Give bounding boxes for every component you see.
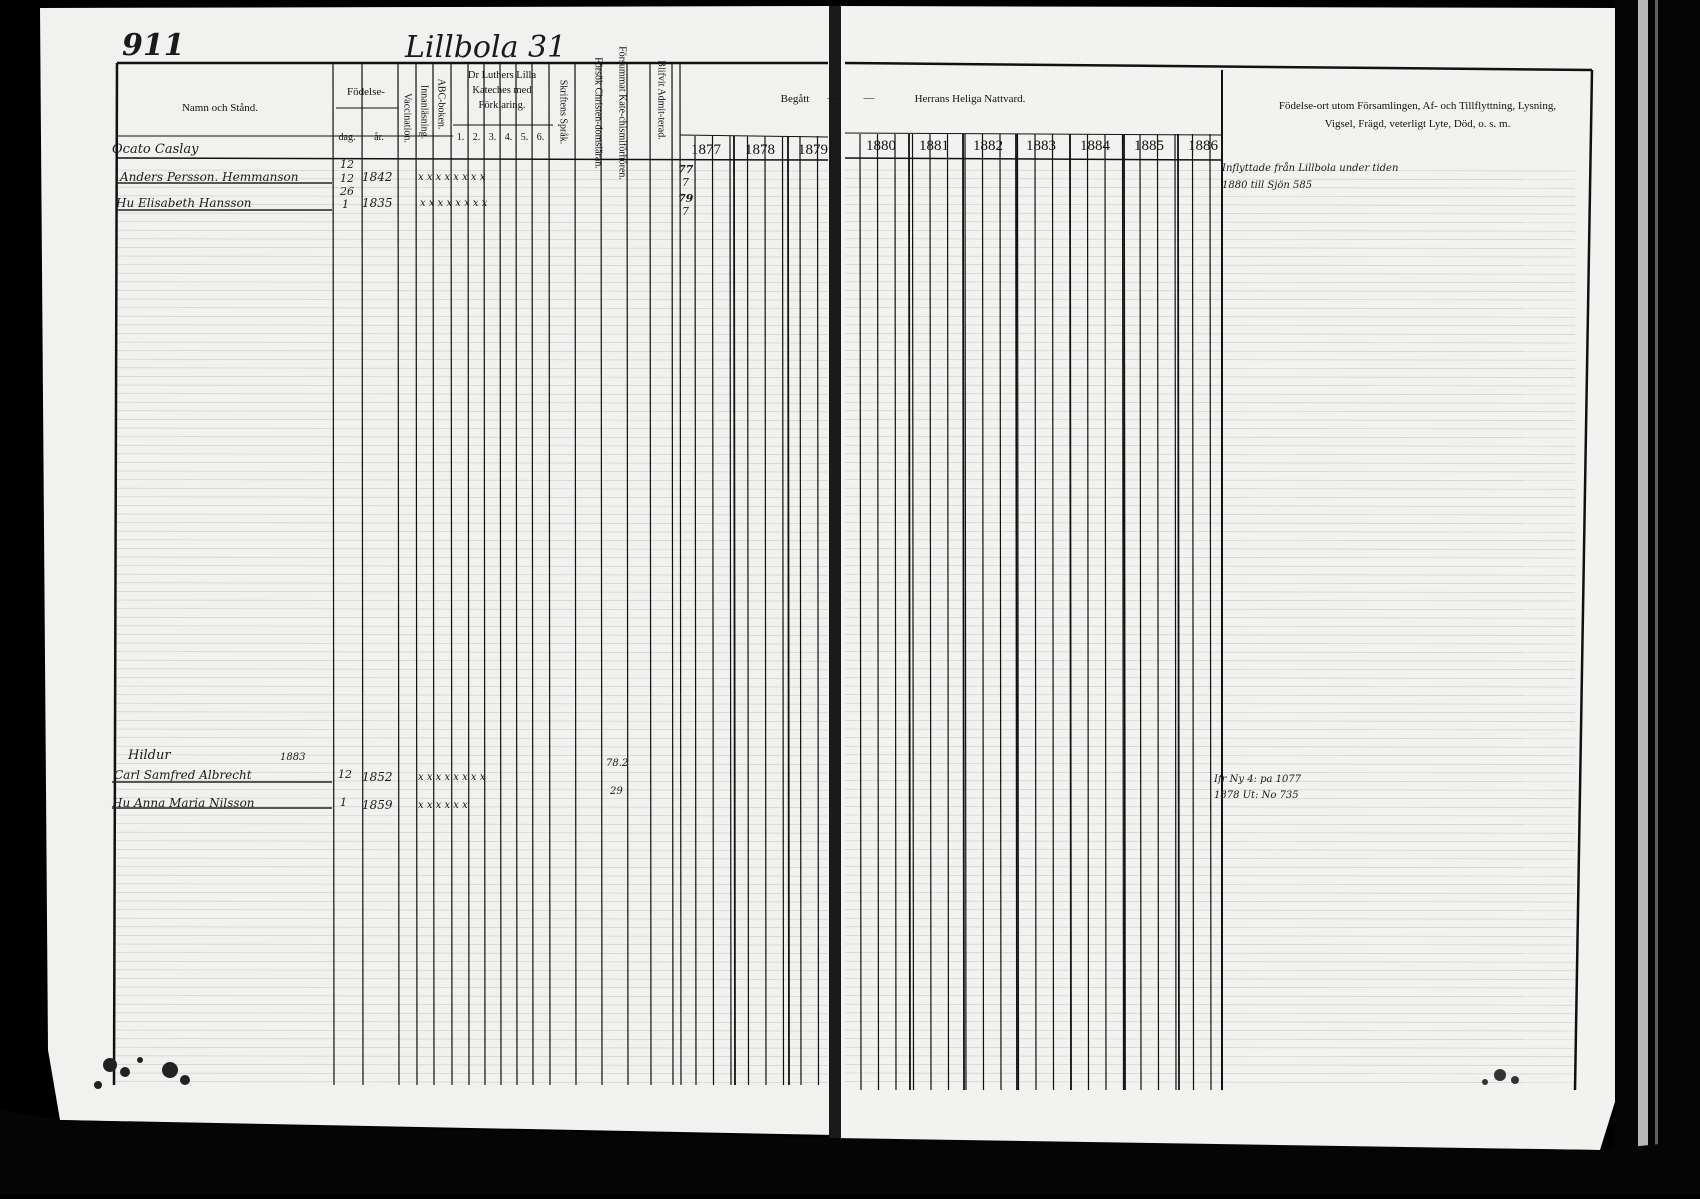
year-divider bbox=[734, 136, 735, 1085]
entry-admitted-2: 7 bbox=[682, 176, 689, 189]
header-luther-num-4: 4. bbox=[504, 132, 513, 143]
year-1879: 1879 bbox=[798, 142, 828, 158]
year-1885: 1885 bbox=[1134, 138, 1164, 154]
header-luther-2: Kateches med bbox=[472, 85, 532, 96]
entry-marks-1: x x x x x x x x bbox=[418, 172, 486, 183]
entry-year-4: 1859 bbox=[362, 798, 393, 812]
header-begatt: Begått bbox=[780, 93, 810, 105]
header-birth: Födelse- bbox=[347, 86, 385, 98]
spine bbox=[829, 6, 841, 1146]
entry-admitted-3: 79 bbox=[678, 192, 694, 205]
header-dash-1: — bbox=[827, 92, 839, 104]
entry-tally-4: 29 bbox=[610, 786, 623, 797]
year-divider bbox=[909, 134, 910, 1090]
header-nattvard: Herrans Heliga Nattvard. bbox=[914, 93, 1026, 105]
year-1884: 1884 bbox=[1080, 138, 1110, 154]
header-birth-year: år. bbox=[374, 132, 384, 143]
header-admitted: Blifvit Admit-terad. bbox=[655, 60, 667, 140]
entry-remark-bottom-2: 1878 Ut: No 735 bbox=[1214, 790, 1299, 801]
header-inskrivning: Innanläsning. bbox=[418, 84, 430, 140]
header-luther-num-6: 6. bbox=[536, 132, 545, 143]
entry-remark-bottom-1: Ifr Ny 4: pa 1077 bbox=[1214, 774, 1302, 785]
header-abc: ABC-boken. bbox=[435, 78, 447, 130]
header-luther-num-5: 5. bbox=[520, 132, 529, 143]
year-divider bbox=[963, 134, 964, 1090]
entry-name-2: Hu Elisabeth Hansson bbox=[116, 196, 252, 210]
year-divider bbox=[1124, 134, 1125, 1090]
entry-admitted-1: 77 bbox=[678, 163, 694, 176]
year-1878: 1878 bbox=[745, 142, 775, 158]
entry-remark-top-1: Inflyttade från Lillbola under tiden bbox=[1222, 163, 1399, 174]
year-1881: 1881 bbox=[919, 138, 949, 154]
header-remarks-1: Födelse-ort utom Församlingen, Af- och Tillflyttning, Lysning, bbox=[1278, 100, 1557, 112]
year-1880: 1880 bbox=[866, 138, 896, 154]
header-christendom: Försök Christen-domsläran. bbox=[592, 57, 604, 169]
header-name: Namn och Stånd. bbox=[181, 102, 259, 114]
entry-remark-top-2: 1880 till Sjön 585 bbox=[1222, 180, 1313, 191]
folio-number: 911 bbox=[122, 28, 185, 63]
right-edge-line bbox=[1655, 0, 1658, 1195]
right-edge-highlight bbox=[1638, 0, 1648, 1195]
header-luther-3: Förklaring. bbox=[478, 100, 526, 111]
entry-marks-2: x x x x x x x x bbox=[420, 198, 488, 209]
year-divider bbox=[1016, 134, 1017, 1090]
header-luther-num-3: 3. bbox=[488, 132, 497, 143]
entry-admitted-4: 7 bbox=[682, 205, 689, 218]
entry-group-note-bottom: 1883 bbox=[280, 752, 306, 763]
year-1877: 1877 bbox=[691, 142, 721, 158]
entry-name-3: Carl Samfred Albrecht bbox=[114, 768, 252, 782]
header-birth-day: dag. bbox=[338, 132, 356, 143]
entry-marks-4: x x x x x x bbox=[418, 800, 468, 811]
entry-year-2: 1835 bbox=[362, 196, 393, 210]
year-divider bbox=[788, 136, 789, 1085]
header-luther-1: Dr Luthers Lilla bbox=[467, 70, 537, 81]
entry-group-label-bottom: Hildur bbox=[128, 748, 171, 763]
entry-name-4: Hu Anna Maria Nilsson bbox=[112, 796, 255, 810]
header-dash-2: — bbox=[863, 92, 875, 104]
year-1886: 1886 bbox=[1188, 138, 1218, 154]
entry-marks-3: x x x x x x x x bbox=[418, 772, 486, 783]
entry-name-1: Anders Persson. Hemmanson bbox=[120, 170, 299, 184]
header-remarks-2: Vigsel, Frägd, veterligt Lyte, Död, o. s. m. bbox=[1324, 118, 1511, 130]
entry-day-1: 12 bbox=[340, 158, 354, 171]
entry-year-1: 1842 bbox=[362, 170, 393, 184]
place-heading: Lillbola 31 bbox=[405, 30, 567, 65]
entry-tally-3: 78.2 bbox=[606, 758, 629, 769]
entry-day-2: 26 bbox=[340, 185, 354, 198]
header-skriftens-sprak: Skriftens Språk. bbox=[557, 79, 569, 145]
header-luther-num-1: 1. bbox=[456, 132, 465, 143]
year-1883: 1883 bbox=[1026, 138, 1056, 154]
entry-day-4: 1 bbox=[340, 796, 347, 809]
year-1882: 1882 bbox=[973, 138, 1003, 154]
header-luther-num-2: 2. bbox=[472, 132, 481, 143]
header-forsummat: Försummat Kate-chismiförhören. bbox=[616, 46, 628, 180]
header-vaccination: Vaccination. bbox=[401, 93, 413, 143]
entry-day-3: 12 bbox=[338, 768, 352, 781]
entry-month-1: 12 bbox=[340, 172, 354, 185]
year-divider bbox=[1178, 134, 1179, 1090]
entry-group-label-top: Ocato Caslay bbox=[112, 142, 199, 157]
entry-month-2: 1 bbox=[342, 198, 349, 211]
year-divider bbox=[1070, 134, 1071, 1090]
entry-year-3: 1852 bbox=[362, 770, 393, 784]
